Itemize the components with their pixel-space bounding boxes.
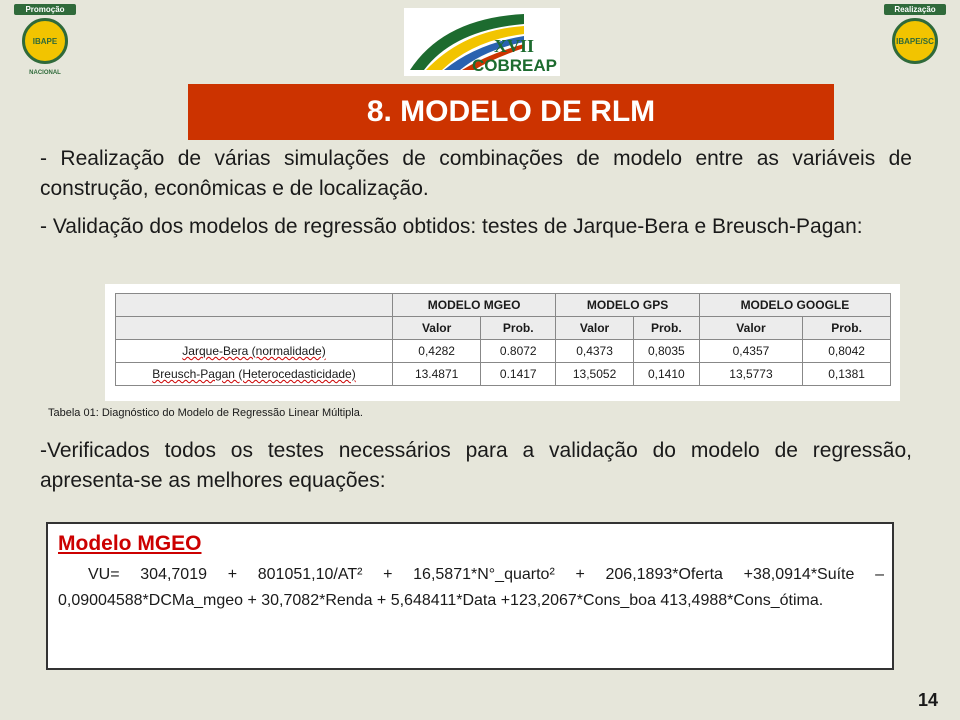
ibape-emblem-icon xyxy=(22,18,68,64)
table-cell: 13,5052 xyxy=(556,363,634,386)
ibape-sc-logo xyxy=(884,4,946,76)
logo-mark: IBAPE xyxy=(32,36,58,46)
table-cell: 0,1410 xyxy=(633,363,699,386)
cobreap-name: COBREAP xyxy=(472,56,558,75)
slide-title: 8. MODELO DE RLM xyxy=(188,84,834,140)
table-caption: Tabela 01: Diagnóstico do Modelo de Regressão Linear Múltipla. xyxy=(48,407,363,419)
table-subheader-row xyxy=(116,317,891,340)
table-cell: 0,4373 xyxy=(556,340,634,363)
column-subheader: Prob. xyxy=(481,317,556,340)
table-cell: 0,8035 xyxy=(633,340,699,363)
logo-caption: Realização xyxy=(884,4,946,15)
column-subheader: Valor xyxy=(699,317,802,340)
paragraph-validation: - Validação dos modelos de regressão obtidos: testes de Jarque-Bera e Breusch-Pagan: xyxy=(40,215,863,238)
diagnostic-table-image xyxy=(105,284,900,401)
logo-mark: IBAPE/SC xyxy=(896,36,934,46)
table-cell: 0.1417 xyxy=(481,363,556,386)
column-subheader: Valor xyxy=(556,317,634,340)
model-equation: VU= 304,7019 + 801051,10/AT² + 16,5871*N°_quarto² + 206,1893*Oferta +38,0914*Suíte – 0,09004588*DCMa_mgeo + 30,7082*Renda + 5,648411*Data +123,2067*Cons_boa 413,4988*Cons_ótima. xyxy=(58,566,884,609)
logo-subcaption: NACIONAL xyxy=(29,70,61,76)
table-cell: 13.4871 xyxy=(393,363,481,386)
paragraph-conclusion: -Verificados todos os testes necessários para a validação do modelo de regressão, apresenta-se as melhores equações: xyxy=(40,439,912,492)
model-equation-box xyxy=(46,522,894,670)
table-cell: 0,4357 xyxy=(699,340,802,363)
empty-header-cell xyxy=(116,294,393,317)
column-group-header: MODELO GPS xyxy=(556,294,700,317)
ibape-emblem-icon xyxy=(892,18,938,64)
row-label: Jarque-Bera (normalidade) xyxy=(116,340,393,363)
model-title: Modelo MGEO xyxy=(58,532,202,555)
table-header-row xyxy=(116,294,891,317)
table-row xyxy=(116,363,891,386)
column-subheader: Prob. xyxy=(633,317,699,340)
table-row xyxy=(116,340,891,363)
empty-header-cell xyxy=(116,317,393,340)
ibape-nacional-logo xyxy=(14,4,76,76)
page-number: 14 xyxy=(917,690,938,710)
column-subheader: Prob. xyxy=(803,317,891,340)
column-group-header: MODELO GOOGLE xyxy=(699,294,890,317)
diagnostic-table xyxy=(115,293,891,386)
table-cell: 0.8072 xyxy=(481,340,556,363)
row-label: Breusch-Pagan (Heterocedasticidade) xyxy=(116,363,393,386)
column-subheader: Valor xyxy=(393,317,481,340)
logo-caption: Promoção xyxy=(14,4,76,15)
paragraph-simulations: - Realização de várias simulações de combinações de modelo entre as variáveis de construção, econômicas e de localização. xyxy=(40,147,912,200)
table-cell: 0,8042 xyxy=(803,340,891,363)
cobreap-logo xyxy=(404,8,560,76)
column-group-header: MODELO MGEO xyxy=(393,294,556,317)
table-cell: 13,5773 xyxy=(699,363,802,386)
table-cell: 0,1381 xyxy=(803,363,891,386)
cobreap-edition: XVII xyxy=(494,36,535,56)
table-cell: 0,4282 xyxy=(393,340,481,363)
